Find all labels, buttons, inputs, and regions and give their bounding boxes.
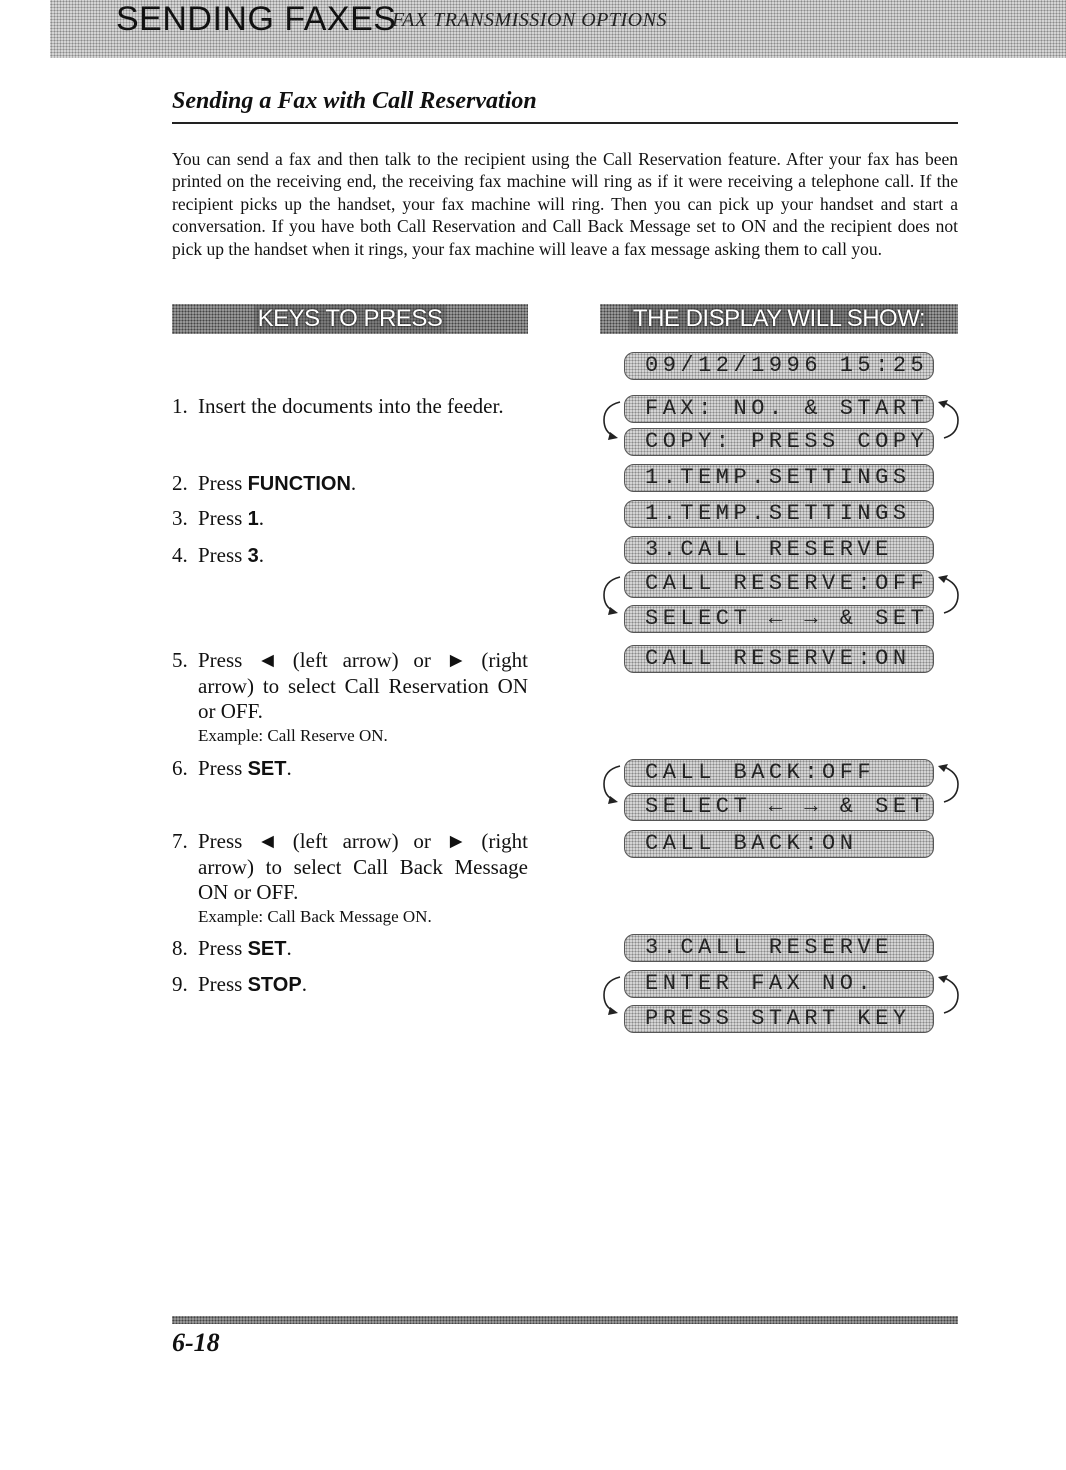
step-9	[172, 972, 528, 999]
key-name: 1	[247, 508, 259, 530]
step-number: 1.	[172, 394, 188, 418]
lcd-display: CALL RESERVE:ON	[624, 645, 934, 673]
display-will-show-label: THE DISPLAY WILL SHOW:	[629, 305, 929, 332]
step-3	[172, 506, 528, 533]
lcd-display: FAX: NO. & START	[624, 395, 934, 423]
step-punct: .	[258, 506, 264, 530]
step-4	[172, 543, 528, 570]
lcd-display: SELECT ← → & SET	[624, 605, 934, 633]
lcd-display: CALL BACK:OFF	[624, 759, 934, 787]
title-divider	[172, 122, 958, 124]
step-number: 3.	[172, 506, 188, 530]
alternating-arrows-icon	[596, 758, 966, 828]
lcd-display: PRESS START KEY	[624, 1005, 934, 1033]
lcd-display: 1.TEMP.SETTINGS	[624, 464, 934, 492]
step-8	[172, 936, 528, 963]
step-number: 9.	[172, 972, 188, 996]
lcd-display: 09/12/1996 15:25	[624, 352, 934, 380]
footer-bar	[172, 1316, 958, 1324]
lcd-display: 3.CALL RESERVE	[624, 536, 934, 564]
step-number: 8.	[172, 936, 188, 960]
step-text: Press	[198, 543, 248, 567]
step-number: 7.	[172, 829, 188, 853]
step-number: 2.	[172, 471, 188, 495]
key-name: FUNCTION	[247, 473, 351, 495]
step-1	[172, 394, 528, 420]
step-6	[172, 756, 528, 783]
intro-paragraph: You can send a fax and then talk to the recipient using the Call Reservation feature. After your fax has been printed on the receiving end, the receiving fax machine will ring as if it were receiving a telephone call. If the recipient picks up the handset, your fax machine will ring. Then you can pick up your handset and start a conversation. If you have both Call Reservation and Call Back Message set to ON and the recipient does not pick up the handset when it rings, your fax machine will leave a fax message asking them to call you.	[172, 149, 958, 259]
step-text: Press	[198, 936, 248, 960]
step-text: Press	[198, 756, 248, 780]
step-2	[172, 471, 528, 498]
step-punct: .	[286, 936, 292, 960]
step-number: 4.	[172, 543, 188, 567]
alternating-arrows-icon	[596, 569, 966, 639]
keys-to-press-header	[172, 304, 528, 334]
step-text: Press ◄ (left arrow) or ► (right arrow) to select Call Back Message ON or OFF.	[198, 829, 528, 904]
key-name: SET	[247, 938, 287, 960]
lcd-display: COPY: PRESS COPY	[624, 428, 934, 456]
alternating-arrows-icon	[596, 394, 966, 464]
step-number: 5.	[172, 648, 188, 672]
lcd-display: SELECT ← → & SET	[624, 793, 934, 821]
lcd-display: 1.TEMP.SETTINGS	[624, 500, 934, 528]
lcd-display: 3.CALL RESERVE	[624, 934, 934, 962]
display-will-show-header	[600, 304, 958, 334]
step-7	[172, 829, 528, 928]
step-text: Press ◄ (left arrow) or ► (right arrow) to select Call Reservation ON or OFF.	[198, 648, 528, 723]
step-example: Example: Call Back Message ON.	[198, 906, 432, 926]
step-punct: .	[301, 972, 307, 996]
lcd-display: CALL BACK:ON	[624, 830, 934, 858]
key-name: 3	[247, 545, 259, 567]
step-punct: .	[286, 756, 292, 780]
step-text: Press	[198, 506, 248, 530]
step-punct: .	[258, 543, 264, 567]
key-name: STOP	[247, 974, 302, 996]
step-text: Insert the documents into the feeder.	[198, 394, 504, 418]
keys-to-press-label: KEYS TO PRESS	[254, 305, 447, 332]
page-number: 6-18	[172, 1328, 220, 1357]
lcd-display: CALL RESERVE:OFF	[624, 570, 934, 598]
step-number: 6.	[172, 756, 188, 780]
step-punct: .	[350, 471, 357, 495]
step-text: Press	[198, 471, 248, 495]
header-section-title: SENDING FAXES	[116, 0, 397, 38]
page-title: Sending a Fax with Call Reservation	[172, 88, 537, 114]
lcd-display: ENTER FAX NO.	[624, 970, 934, 998]
key-name: SET	[247, 758, 287, 780]
step-text: Press	[198, 972, 248, 996]
step-5	[172, 648, 528, 747]
alternating-arrows-icon	[596, 969, 966, 1039]
step-example: Example: Call Reserve ON.	[198, 725, 388, 745]
header-subsection-title: FAX TRANSMISSION OPTIONS	[392, 9, 667, 31]
